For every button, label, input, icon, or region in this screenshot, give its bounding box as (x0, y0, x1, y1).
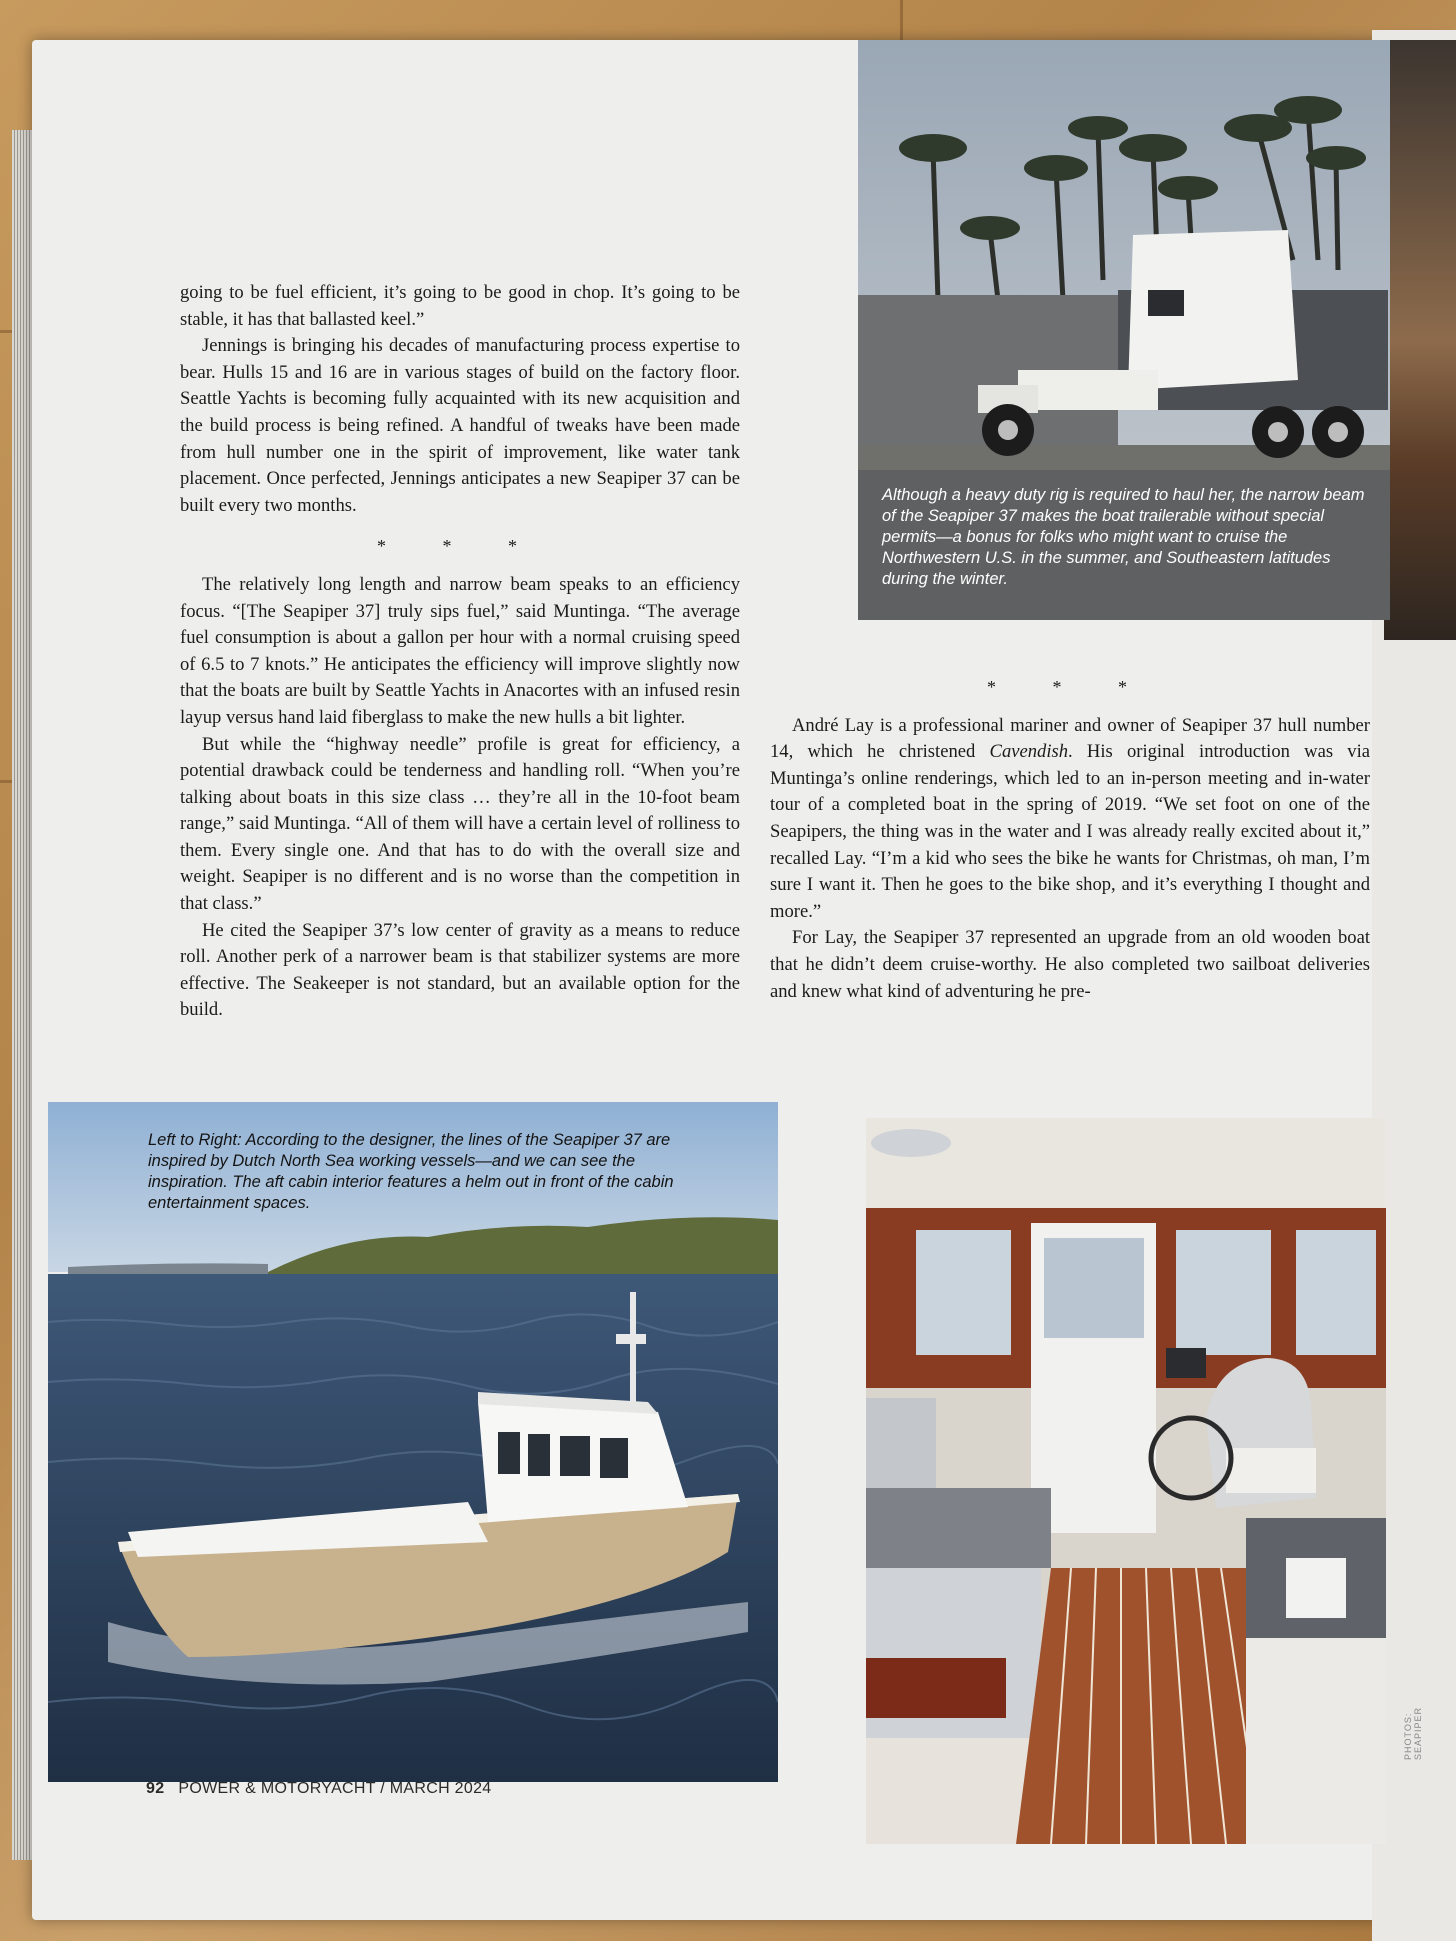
section-separator: * * * (377, 536, 543, 557)
publication-name: POWER & MOTORYACHT / MARCH 2024 (178, 1780, 492, 1797)
boat-photo (48, 1102, 778, 1782)
boat-name: Cavendish (989, 741, 1069, 763)
paragraph: He cited the Seapiper 37’s low center of gravity as a means to reduce roll. Another perk of a narrower beam is that stabilizer systems are more effective. The Seakeeper is not standard, but an available option for the build. (180, 919, 740, 1021)
photo-credit: PHOTOS: SEAPIPER (1403, 1706, 1423, 1760)
paragraph: The relatively long length and narrow beam speaks to an efficiency focus. “[The Seapiper 37] truly sips fuel,” said Muntinga. “The average fuel consumption is about a gallon per hour with a normal cruising speed of 6.5 to 7 knots.” He anticipates the efficiency will improve slightly now that the boats are built by Seattle Yachts in Anacortes with an infused resin layup versus hand laid fiberglass to make the new hulls a bit lighter. (180, 573, 740, 728)
paragraph: For Lay, the Seapiper 37 represented an upgrade from an old wooden boat that he didn’t deem cruise-worthy. He also completed two sailboat deliveries and knew what kind of adventuring he pre- (770, 927, 1370, 1002)
paragraph-text: . His original introduction was via Muntinga’s online renderings, which led to an in-person meeting and in-water tour of a completed boat in the spring of 2019. “We set foot on one of the Seapipers, the thing was in the water and I was already really excited about it,” recalled Lay. “I’m a kid who sees the bike he wants for Christmas, oh man, I’m sure I want it. Then he goes to the bike shop, and it’s everything I thought and more.” (770, 741, 1370, 922)
cabin-interior-illustration (866, 1118, 1386, 1844)
paragraph: going to be fuel efficient, it’s going to be good in chop. It’s going to be stable, it has that ballasted keel.” (180, 282, 740, 330)
floor-seam (900, 0, 903, 40)
interior-photo (866, 1118, 1386, 1844)
page-number: 92 (146, 1780, 165, 1797)
truck-photo (858, 40, 1390, 620)
next-page-photo-edge (1384, 40, 1456, 640)
page-folio (146, 1780, 491, 1798)
boat-photo-caption: Left to Right: According to the designer, the lines of the Seapiper 37 are inspired by Dutch North Sea working vessels—and we can see the inspiration. The aft cabin interior features a helm out in front of the cabin entertainment spaces. (148, 1131, 674, 1212)
right-text-column (770, 660, 1370, 1005)
paragraph: But while the “highway needle” profile is great for efficiency, a potential drawback could be tenderness and handling roll. “When you’re talking about boats in this size class … they’re all in the 10-foot beam range,” said Muntinga. “All of them will have a certain level of rolliness to them. Every single one. And that has to do with the overall size and weight. Seapiper is no different and is no worse than the competition in that class.” (180, 733, 740, 915)
paragraph: Jennings is bringing his decades of manufacturing process expertise to bear. Hulls 15 and 16 are in various stages of build on the factory floor. Seattle Yachts is becoming fully acquainted with its new acquisition and the build process is being refined. A handful of tweaks have been made from hull number one in the spirit of improvement, like water tank placement. Once perfected, Jennings anticipates a new Seapiper 37 can be built every two months. (180, 335, 740, 516)
truck-photo-caption: Although a heavy duty rig is required to haul her, the narrow beam of the Seapiper 37 makes the boat trailerable without special permits—a bonus for folks who might want to cruise the Northwestern U.S. in the summer, and Southeastern latitudes during the winter. (882, 486, 1365, 588)
left-text-column (180, 280, 740, 1024)
paragraph (770, 713, 1370, 926)
paragraph-text: André Lay is a professional mariner and owner of Seapiper 37 hull number 14, which he christened (770, 714, 1370, 763)
section-separator: * * * (987, 677, 1153, 697)
